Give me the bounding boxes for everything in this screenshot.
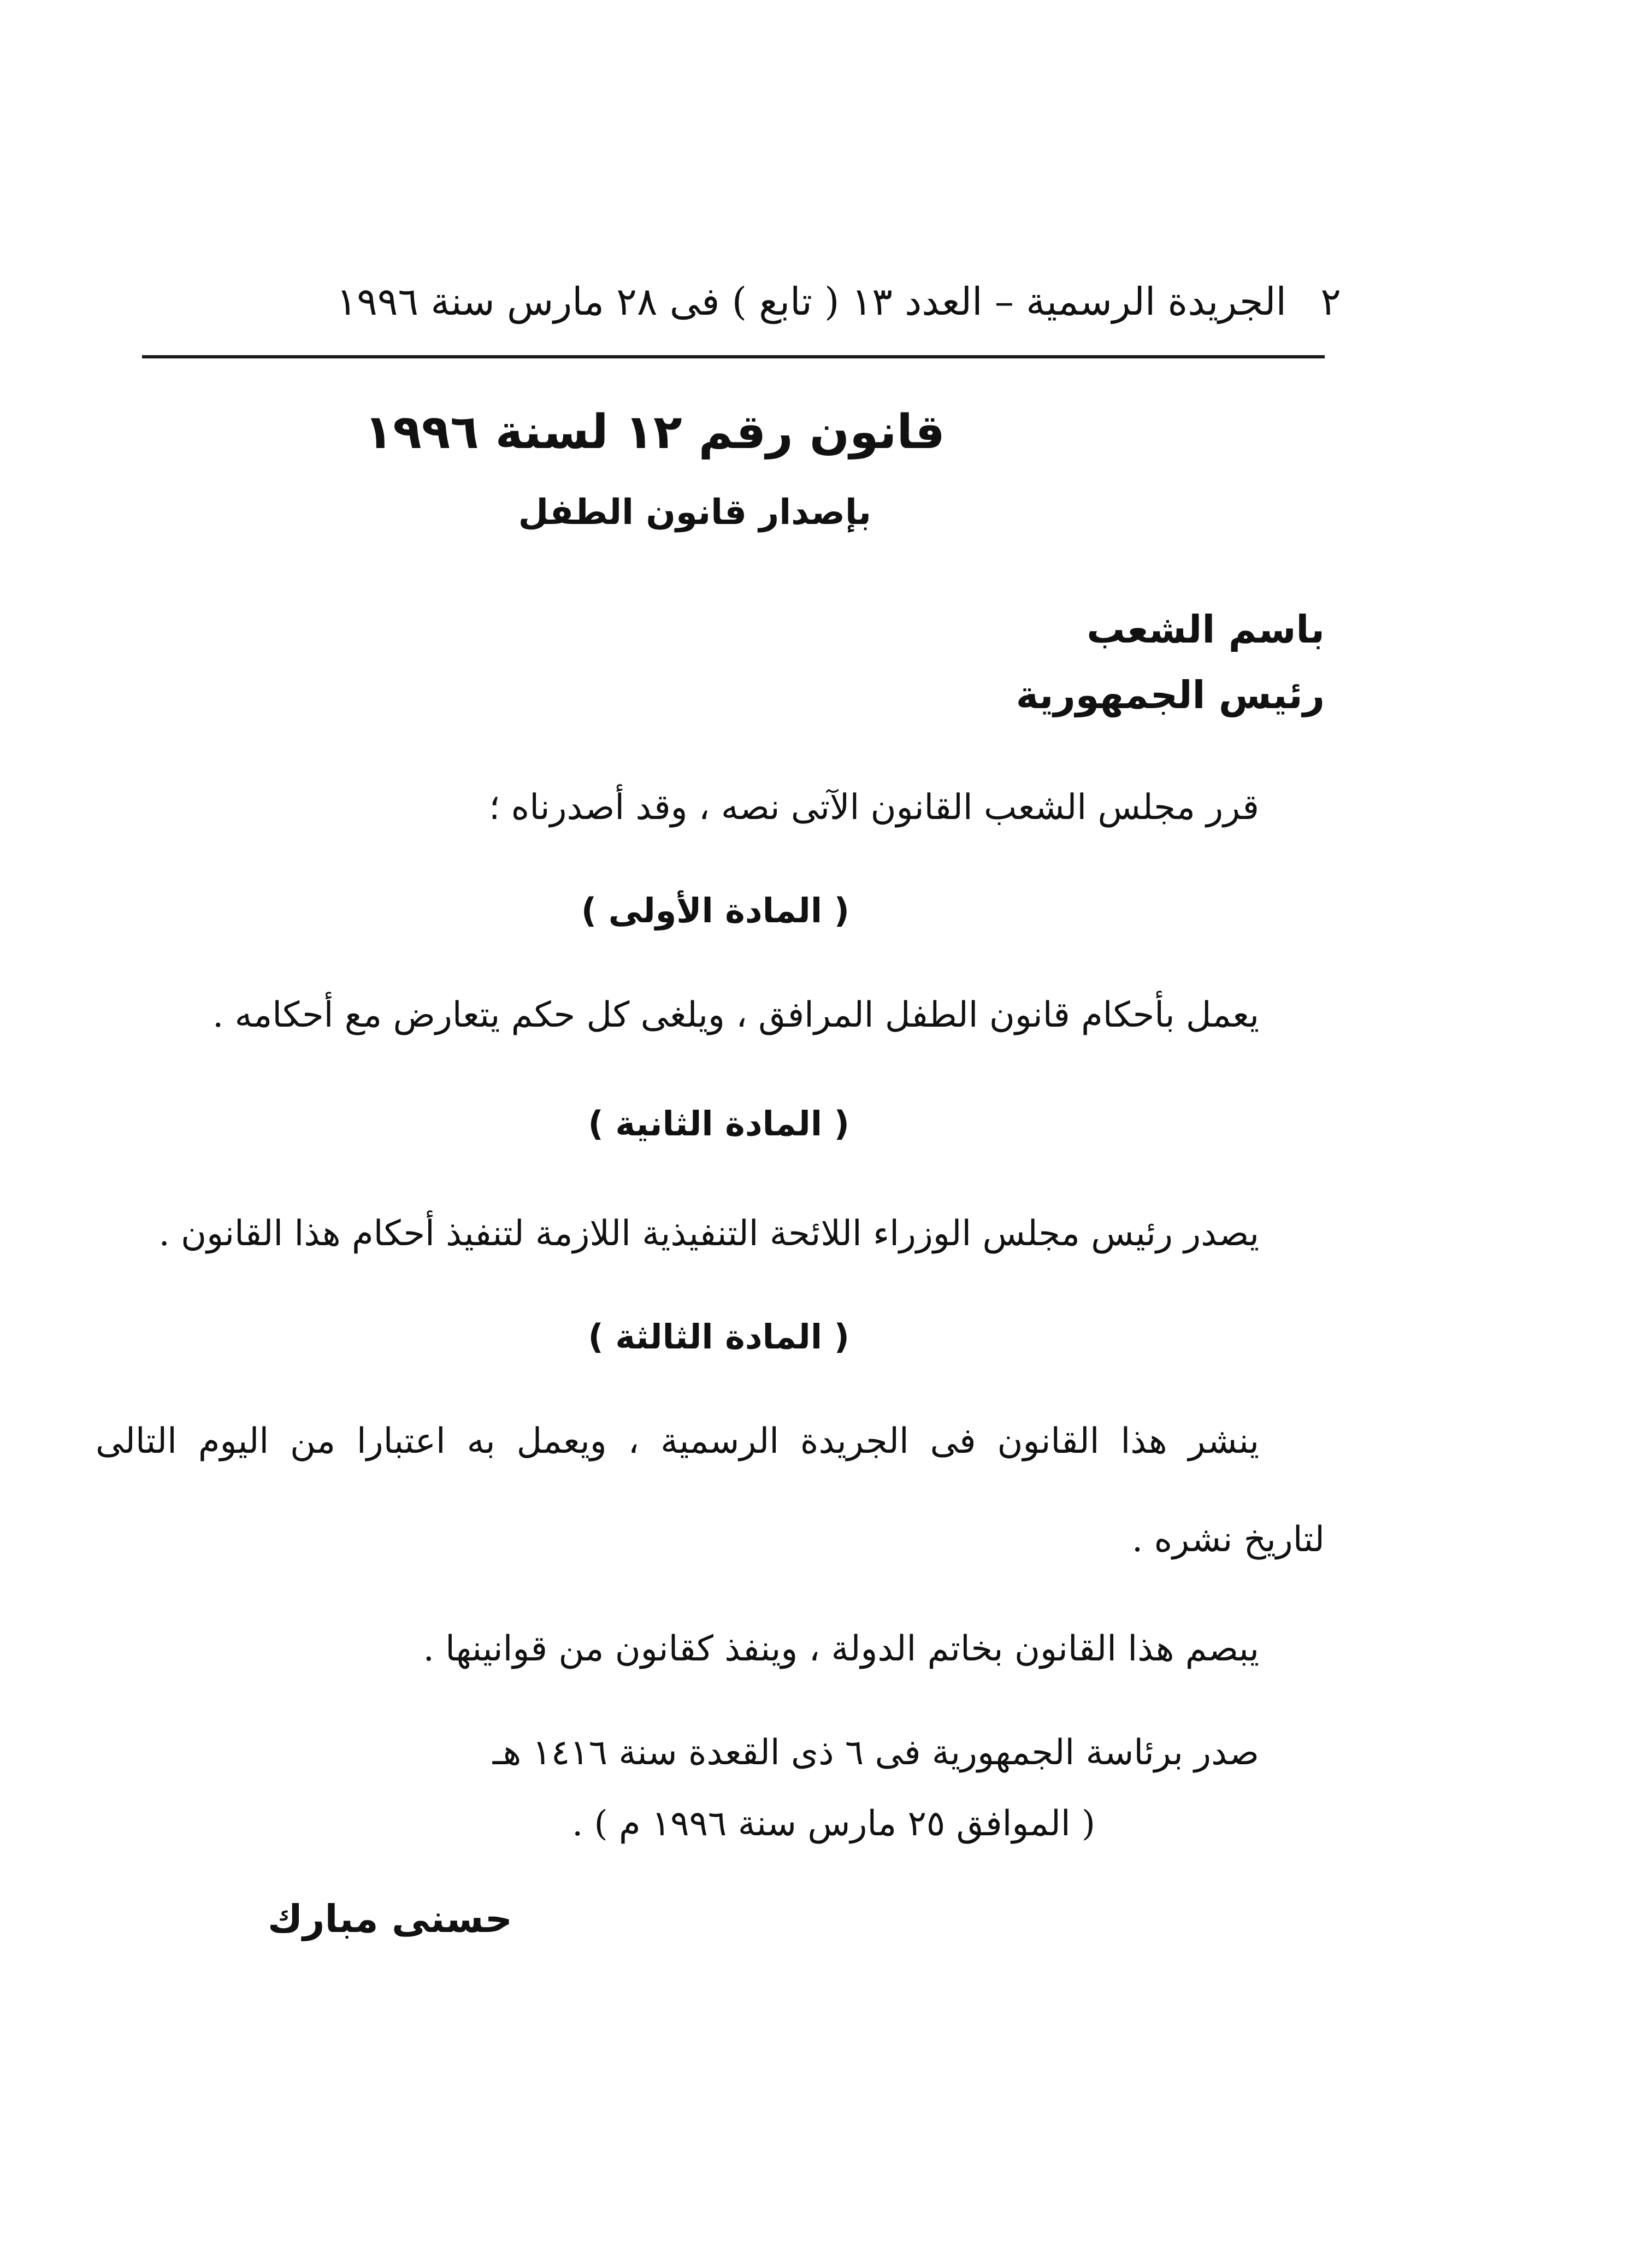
running-title: الجريدة الرسمية – العدد ١٣ ( تابع ) فى ٢٨ مارس سنة ١٩٩٦ [336,279,1286,324]
article-1-heading: ( المادة الأولى ) [581,891,849,930]
article-2-heading: ( المادة الثانية ) [588,1104,849,1144]
law-subtitle: بإصدار قانون الطفل [518,492,871,533]
president-heading: رئيس الجمهورية [1016,673,1325,717]
running-header [337,279,1325,325]
state-seal-clause: يبصم هذا القانون بخاتم الدولة ، وينفذ كقانون من قوانينها . [423,1629,1259,1669]
issuance-date-gregorian: ( الموافق ٢٥ مارس سنة ١٩٩٦ م ) . [571,1804,1095,1844]
page-number: ٢ [1320,279,1341,324]
issuance-date-hijri: صدر برئاسة الجمهورية فى ٦ ذى القعدة سنة ١٤١٦ هـ [492,1733,1259,1773]
in-the-name-of-the-people: باسم الشعب [1087,607,1325,652]
article-2-text: يصدر رئيس مجلس الوزراء اللائحة التنفيذية اللازمة لتنفيذ أحكام هذا القانون . [158,1213,1259,1254]
preamble-statement: قرر مجلس الشعب القانون الآتى نصه ، وقد أصدرناه ؛ [488,787,1259,828]
article-1-text: يعمل بأحكام قانون الطفل المرافق ، ويلغى كل حكم يتعارض مع أحكامه . [212,995,1259,1035]
article-3-text-line-2: لتاريخ نشره . [1131,1519,1325,1560]
law-title: قانون رقم ١٢ لسنة ١٩٩٦ [364,405,945,460]
article-3-heading: ( المادة الثالثة ) [588,1317,849,1357]
header-divider [142,355,1325,358]
article-3-text-line-1: ينشر هذا القانون فى الجريدة الرسمية ، ويعمل به اعتبارا من اليوم التالى [96,1421,1259,1462]
signature: حسنى مبارك [268,1896,513,1941]
